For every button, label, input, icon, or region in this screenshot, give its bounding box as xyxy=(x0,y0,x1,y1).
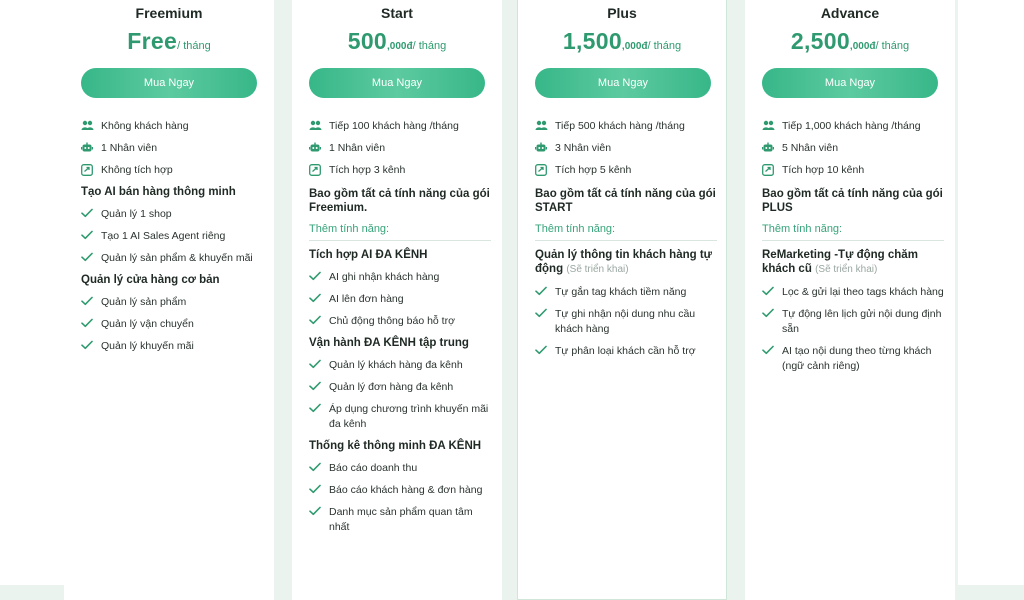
feature-label: Tích hợp 3 kênh xyxy=(329,164,406,176)
list-item-label: Quản lý đơn hàng đa kênh xyxy=(329,381,454,393)
users-icon xyxy=(81,120,95,131)
feature-label: 1 Nhân viên xyxy=(329,142,386,154)
plan-name: Start xyxy=(381,5,413,21)
list-item-label: AI tạo nội dung theo từng khách (ngữ cảnh riêng) xyxy=(782,345,932,372)
divider xyxy=(762,240,944,241)
feature-label: 1 Nhân viên xyxy=(101,142,158,154)
plan-features xyxy=(762,119,944,381)
check-icon xyxy=(81,230,95,240)
list-item-label: Tự ghi nhận nội dung nhu cầu khách hàng xyxy=(555,308,696,335)
feature-item xyxy=(309,141,491,156)
list-item-label: Quản lý sản phẩm xyxy=(101,296,187,308)
users-icon xyxy=(309,120,323,131)
price-unit: / tháng xyxy=(875,40,910,52)
price-suffix: ,000đ xyxy=(387,41,413,52)
plan-features xyxy=(81,119,263,361)
coming-soon-label: (Sẽ triển khai) xyxy=(815,264,878,275)
feature-item xyxy=(81,163,263,178)
list-item-label: Quản lý sản phẩm & khuyến mãi xyxy=(101,252,253,264)
divider xyxy=(309,240,491,241)
price-amount: 2,500 xyxy=(790,28,850,54)
list-item-label: Lọc & gửi lại theo tags khách hàng xyxy=(782,286,944,298)
list-item xyxy=(762,344,944,374)
section-title xyxy=(535,248,717,277)
plan-name: Plus xyxy=(607,5,637,21)
more-features-label: Thêm tính năng: xyxy=(309,223,390,235)
robot-icon xyxy=(535,142,549,154)
plan-card-freemium xyxy=(64,0,274,600)
list-item-label: Chủ động thông báo hỗ trợ xyxy=(329,315,455,327)
list-item xyxy=(762,285,944,300)
more-features-label: Thêm tính năng: xyxy=(535,223,616,235)
list-item-label: Tạo 1 AI Sales Agent riêng xyxy=(101,230,226,242)
list-item xyxy=(81,339,263,354)
plan-price xyxy=(64,28,274,55)
section-title-text: Vận hành ĐA KÊNH tập trung xyxy=(309,337,469,349)
check-icon xyxy=(81,252,95,262)
list-item-label: Tự động lên lịch gửi nội dung định sẵn xyxy=(782,308,942,335)
feature-item xyxy=(535,163,717,178)
link-icon xyxy=(762,164,776,176)
price-suffix: ,000đ xyxy=(849,41,876,52)
list-item-label: AI ghi nhận khách hàng xyxy=(329,271,440,283)
list-item xyxy=(81,317,263,332)
section-title-text: Quản lý cửa hàng cơ bản xyxy=(81,274,220,286)
list-item xyxy=(309,483,491,498)
check-icon xyxy=(762,345,776,355)
check-icon xyxy=(309,271,323,281)
link-icon xyxy=(309,164,323,176)
price-unit: / tháng xyxy=(412,40,447,52)
list-item-label: Tự phân loại khách cần hỗ trợ xyxy=(555,345,696,357)
feature-item xyxy=(762,141,944,156)
price-amount: Free xyxy=(127,28,178,54)
coming-soon-label: (Sẽ triển khai) xyxy=(566,264,629,275)
price-amount: 1,500 xyxy=(562,28,622,54)
list-item xyxy=(81,229,263,244)
users-icon xyxy=(535,120,549,131)
check-icon xyxy=(309,403,323,413)
feature-item xyxy=(309,163,491,178)
page-margin-right xyxy=(958,0,1024,585)
check-icon xyxy=(81,340,95,350)
section-title-text: Tích hợp AI ĐA KÊNH xyxy=(309,249,428,261)
check-icon xyxy=(309,359,323,369)
price-amount: 500 xyxy=(347,28,388,54)
list-item-label: Quản lý khách hàng đa kênh xyxy=(329,359,463,371)
feature-label: 3 Nhân viên xyxy=(555,142,612,154)
list-item xyxy=(535,285,717,300)
list-item-label: Quản lý 1 shop xyxy=(101,208,172,220)
feature-label: 5 Nhân viên xyxy=(782,142,839,154)
includes-text: Bao gồm tất cả tính năng của gói Freemium. xyxy=(309,188,490,214)
list-item-label: Áp dụng chương trình khuyến mãi đa kênh xyxy=(329,403,489,430)
section-title-text: ReMarketing -Tự động chăm khách cũ xyxy=(762,249,918,275)
list-item xyxy=(762,307,944,337)
list-item xyxy=(309,380,491,395)
feature-label: Tiếp 1,000 khách hàng /tháng xyxy=(782,120,921,132)
section-title xyxy=(309,336,491,350)
list-item-label: Báo cáo doanh thu xyxy=(329,462,418,474)
feature-label: Không khách hàng xyxy=(101,120,189,132)
plan-price xyxy=(745,28,955,55)
feature-item xyxy=(81,119,263,134)
robot-icon xyxy=(309,142,323,154)
list-item-label: Quản lý vận chuyển xyxy=(101,318,194,330)
feature-label: Không tích hợp xyxy=(101,164,173,176)
link-icon xyxy=(81,164,95,176)
list-item xyxy=(309,402,491,432)
check-icon xyxy=(309,506,323,516)
section-title xyxy=(762,248,944,277)
check-icon xyxy=(81,296,95,306)
buy-now-button[interactable]: Mua Ngay xyxy=(535,68,711,98)
feature-item xyxy=(762,119,944,134)
feature-item xyxy=(309,119,491,134)
includes-text: Bao gồm tất cả tính năng của gói PLUS xyxy=(762,188,943,214)
robot-icon xyxy=(81,142,95,154)
feature-item xyxy=(535,141,717,156)
list-item xyxy=(309,314,491,329)
feature-label: Tích hợp 10 kênh xyxy=(782,164,865,176)
check-icon xyxy=(309,381,323,391)
plan-card-plus xyxy=(517,0,727,600)
list-item xyxy=(309,461,491,476)
list-item xyxy=(309,292,491,307)
check-icon xyxy=(81,318,95,328)
list-item-label: AI lên đơn hàng xyxy=(329,293,404,305)
section-title-text: Thống kê thông minh ĐA KÊNH xyxy=(309,440,482,452)
check-icon xyxy=(309,293,323,303)
price-unit: / tháng xyxy=(647,40,682,52)
list-item xyxy=(309,505,491,535)
price-unit: / tháng xyxy=(177,40,211,52)
buy-now-button[interactable]: Mua Ngay xyxy=(81,68,257,98)
feature-label: Tiếp 500 khách hàng /tháng xyxy=(555,120,685,132)
more-features-label: Thêm tính năng: xyxy=(762,223,843,235)
list-item xyxy=(309,270,491,285)
plan-name: Advance xyxy=(820,5,880,21)
plan-price xyxy=(518,28,726,55)
check-icon xyxy=(309,315,323,325)
list-item xyxy=(535,344,717,359)
feature-item xyxy=(535,119,717,134)
list-item-label: Quản lý khuyến mãi xyxy=(101,340,194,352)
plan-name: Freemium xyxy=(135,5,203,21)
section-title xyxy=(309,248,491,262)
list-item-label: Danh mục sản phẩm quan tâm nhất xyxy=(329,506,473,533)
plan-features xyxy=(309,119,491,542)
feature-label: Tích hợp 5 kênh xyxy=(555,164,632,176)
check-icon xyxy=(81,208,95,218)
check-icon xyxy=(535,308,549,318)
robot-icon xyxy=(762,142,776,154)
plan-features xyxy=(535,119,717,366)
list-item-label: Báo cáo khách hàng & đơn hàng xyxy=(329,484,483,496)
list-item xyxy=(81,295,263,310)
feature-item xyxy=(81,141,263,156)
list-item-label: Tự gắn tag khách tiềm năng xyxy=(555,286,687,298)
feature-label: Tiếp 100 khách hàng /tháng xyxy=(329,120,459,132)
buy-now-button[interactable]: Mua Ngay xyxy=(309,68,485,98)
feature-item xyxy=(762,163,944,178)
section-title xyxy=(309,439,491,453)
section-title xyxy=(81,185,263,199)
list-item xyxy=(81,251,263,266)
check-icon xyxy=(309,484,323,494)
divider xyxy=(535,240,717,241)
check-icon xyxy=(535,286,549,296)
list-item xyxy=(535,307,717,337)
plan-price xyxy=(292,28,502,55)
page-margin-left xyxy=(0,0,64,585)
list-item xyxy=(309,358,491,373)
users-icon xyxy=(762,120,776,131)
check-icon xyxy=(535,345,549,355)
includes-text: Bao gồm tất cả tính năng của gói START xyxy=(535,188,716,214)
link-icon xyxy=(535,164,549,176)
check-icon xyxy=(762,308,776,318)
check-icon xyxy=(762,286,776,296)
list-item xyxy=(81,207,263,222)
buy-now-button[interactable]: Mua Ngay xyxy=(762,68,938,98)
section-title-text: Tạo AI bán hàng thông minh xyxy=(81,186,236,198)
section-title-text: Quản lý thông tin khách hàng tự động xyxy=(535,249,712,275)
check-icon xyxy=(309,462,323,472)
section-title xyxy=(81,273,263,287)
price-suffix: ,000đ xyxy=(621,41,648,52)
plan-card-start xyxy=(292,0,502,600)
plan-card-advance xyxy=(745,0,955,600)
